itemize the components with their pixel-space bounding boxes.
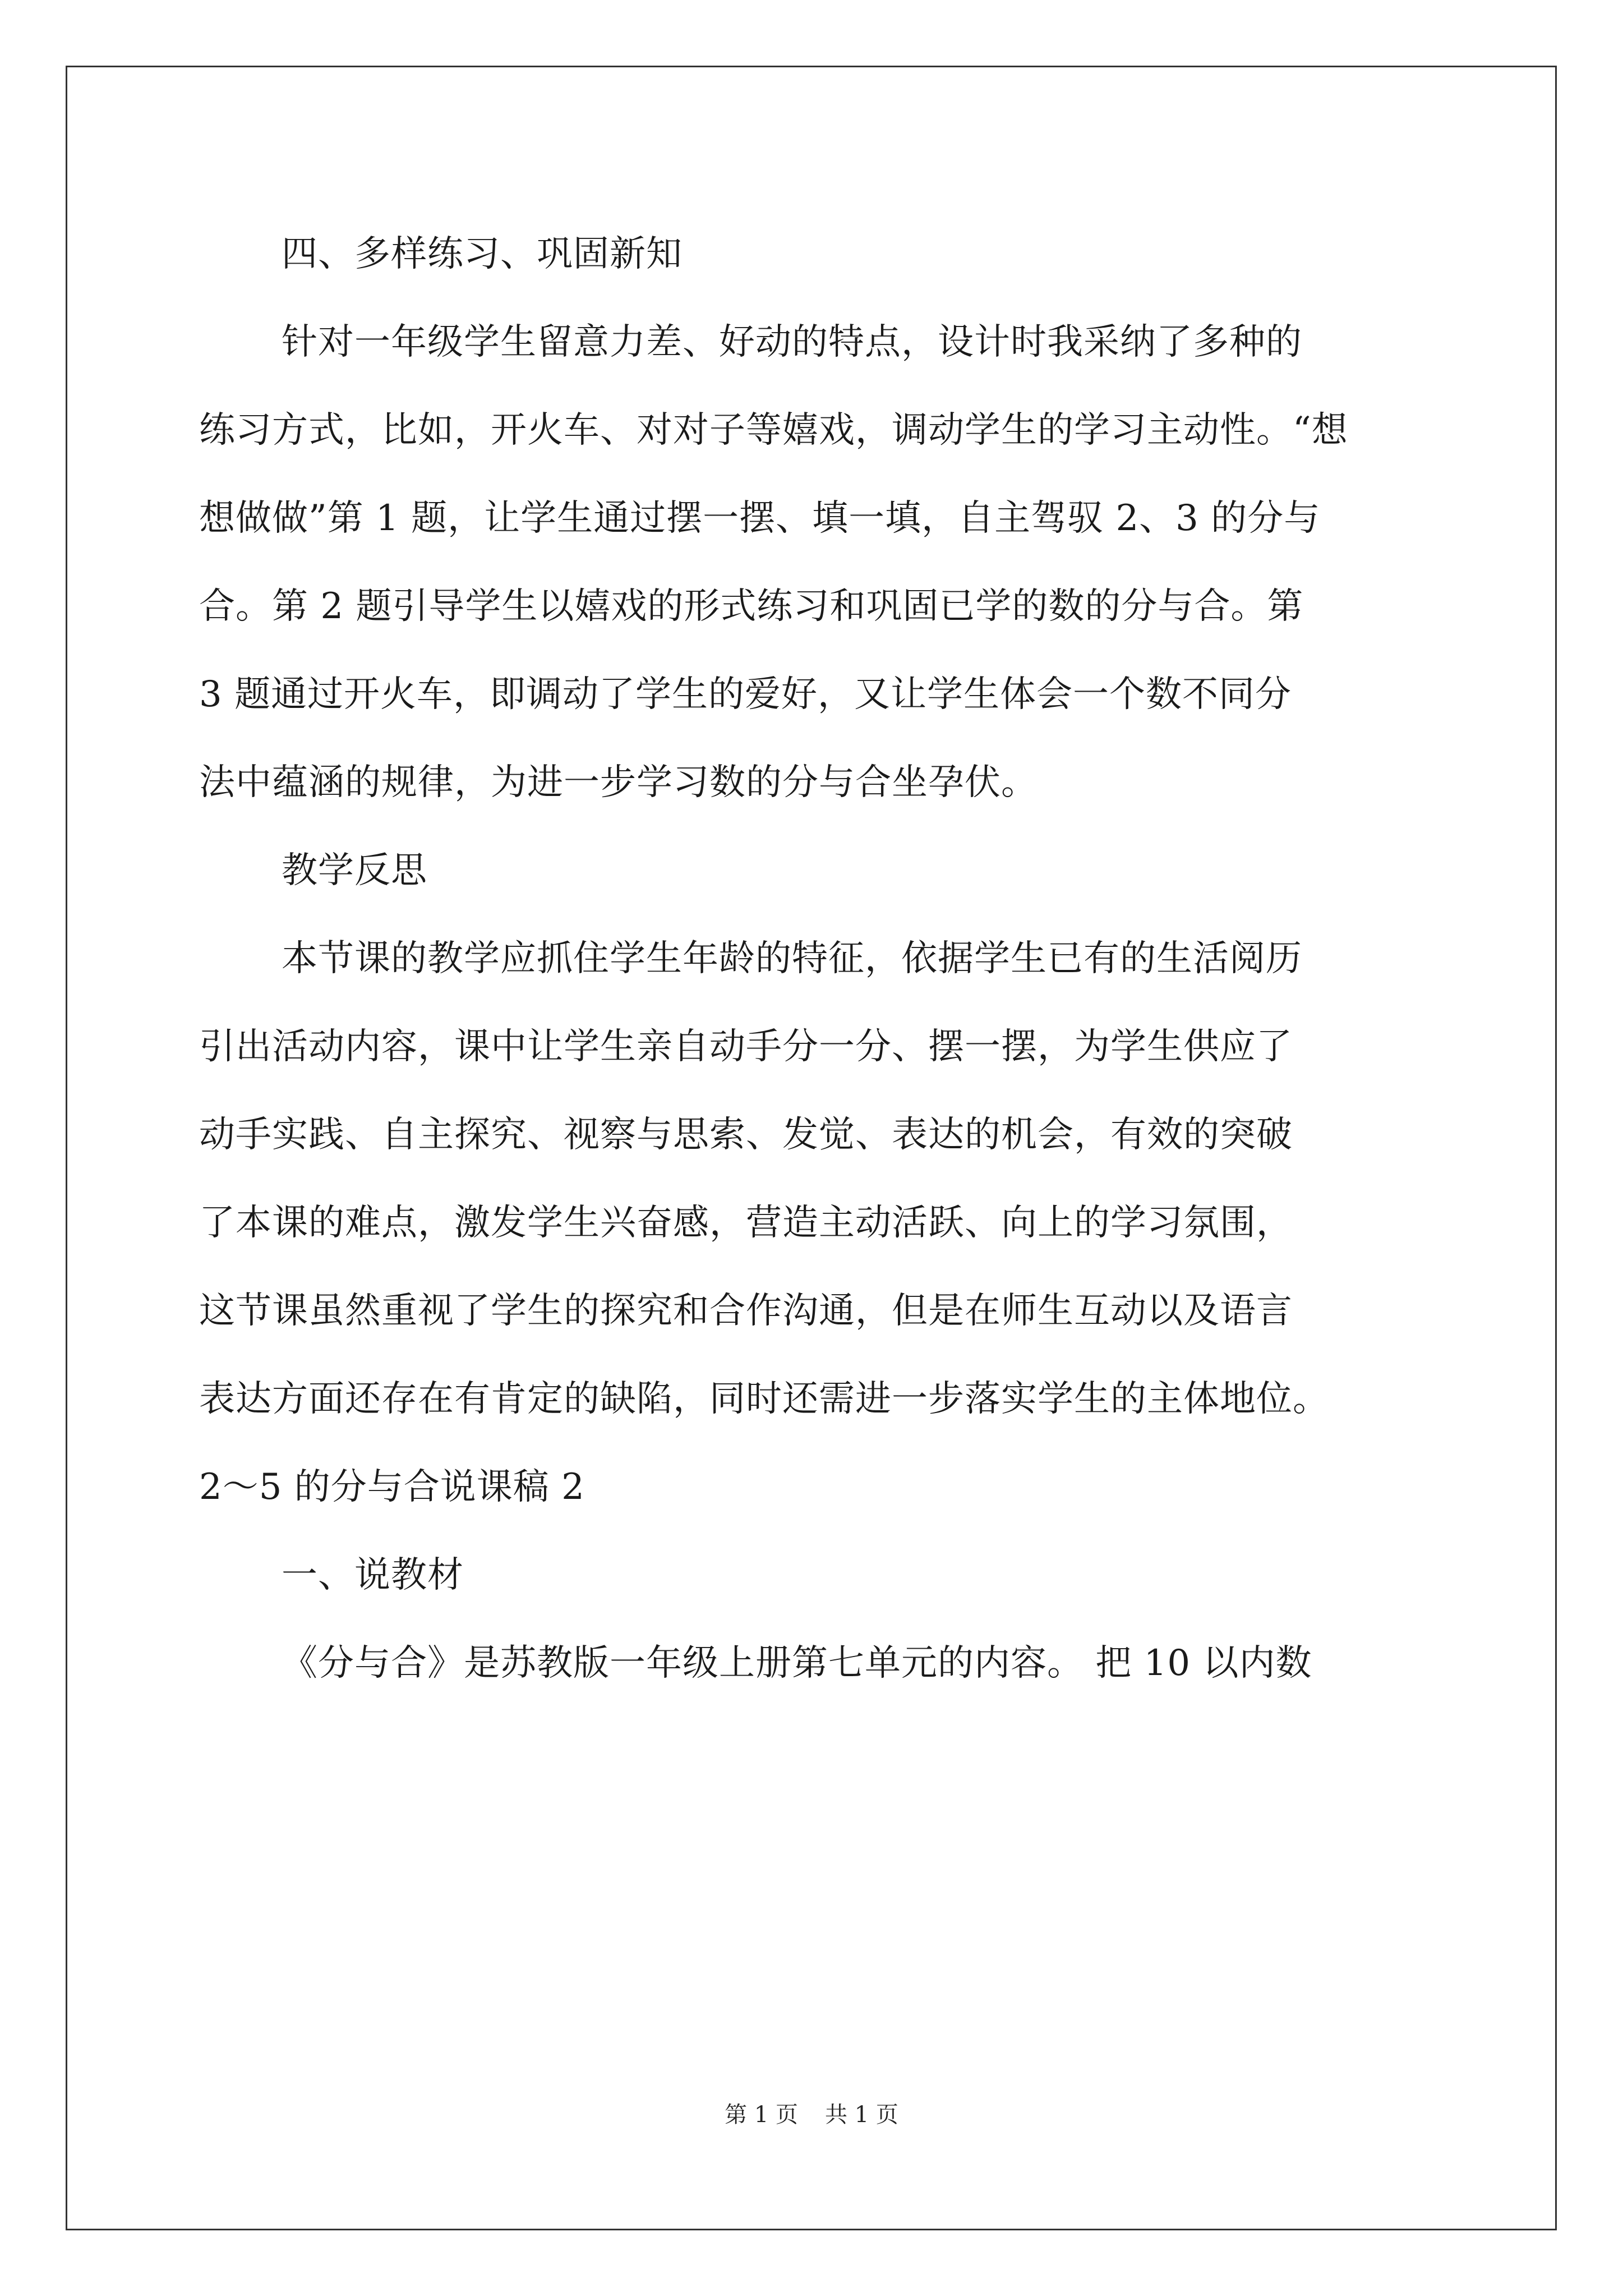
paragraph-line: 练习方式，比如，开火车、对对子等嬉戏，调动学生的学习主动性。“想 xyxy=(199,409,1348,451)
section-heading-reflection: 教学反思 xyxy=(282,850,427,891)
paragraph-line: 针对一年级学生留意力差、好动的特点，设计时我采纳了多种的 xyxy=(282,321,1302,363)
paragraph-line: 想做做”第 1 题，让学生通过摆一摆、填一填，自主驾驭 2、3 的分与 xyxy=(199,498,1321,539)
section-heading-textbook: 一、说教材 xyxy=(282,1554,464,1596)
paragraph-line: 引出活动内容，课中让学生亲自动手分一分、摆一摆，为学生供应了 xyxy=(199,1026,1293,1068)
page-footer xyxy=(0,2097,1623,2129)
paragraph-line: 合。第 2 题引导学生以嬉戏的形式练习和巩固已学的数的分与合。第 xyxy=(199,586,1304,627)
paragraph-line: 表达方面还存在有肯定的缺陷，同时还需进一步落实学生的主体地位。 xyxy=(199,1378,1329,1420)
page-number: 第 1 页 xyxy=(725,2102,798,2128)
document-subtitle: 2～5 的分与合说课稿 2 xyxy=(199,1466,585,1508)
paragraph-line: 法中蕴涵的规律，为进一步学习数的分与合坐孕伏。 xyxy=(199,762,1038,803)
paragraph-line: 《分与合》是苏教版一年级上册第七单元的内容。 把 10 以内数 xyxy=(282,1642,1312,1684)
paragraph-line: 3 题通过开火车，即调动了学生的爱好，又让学生体会一个数不同分 xyxy=(199,674,1292,715)
paragraph-line: 动手实践、自主探究、视察与思索、发觉、表达的机会，有效的突破 xyxy=(199,1114,1293,1156)
paragraph-line: 这节课虽然重视了学生的探究和合作沟通，但是在师生互动以及语言 xyxy=(199,1290,1293,1332)
page-total: 共 1 页 xyxy=(825,2102,898,2128)
document-body xyxy=(199,210,1433,1708)
section-heading-practice: 四、多样练习、巩固新知 xyxy=(282,233,683,275)
paragraph-line: 本节课的教学应抓住学生年龄的特征，依据学生已有的生活阅历 xyxy=(282,938,1302,979)
paragraph-line: 了本课的难点，激发学生兴奋感，营造主动活跃、向上的学习氛围， xyxy=(199,1202,1293,1244)
